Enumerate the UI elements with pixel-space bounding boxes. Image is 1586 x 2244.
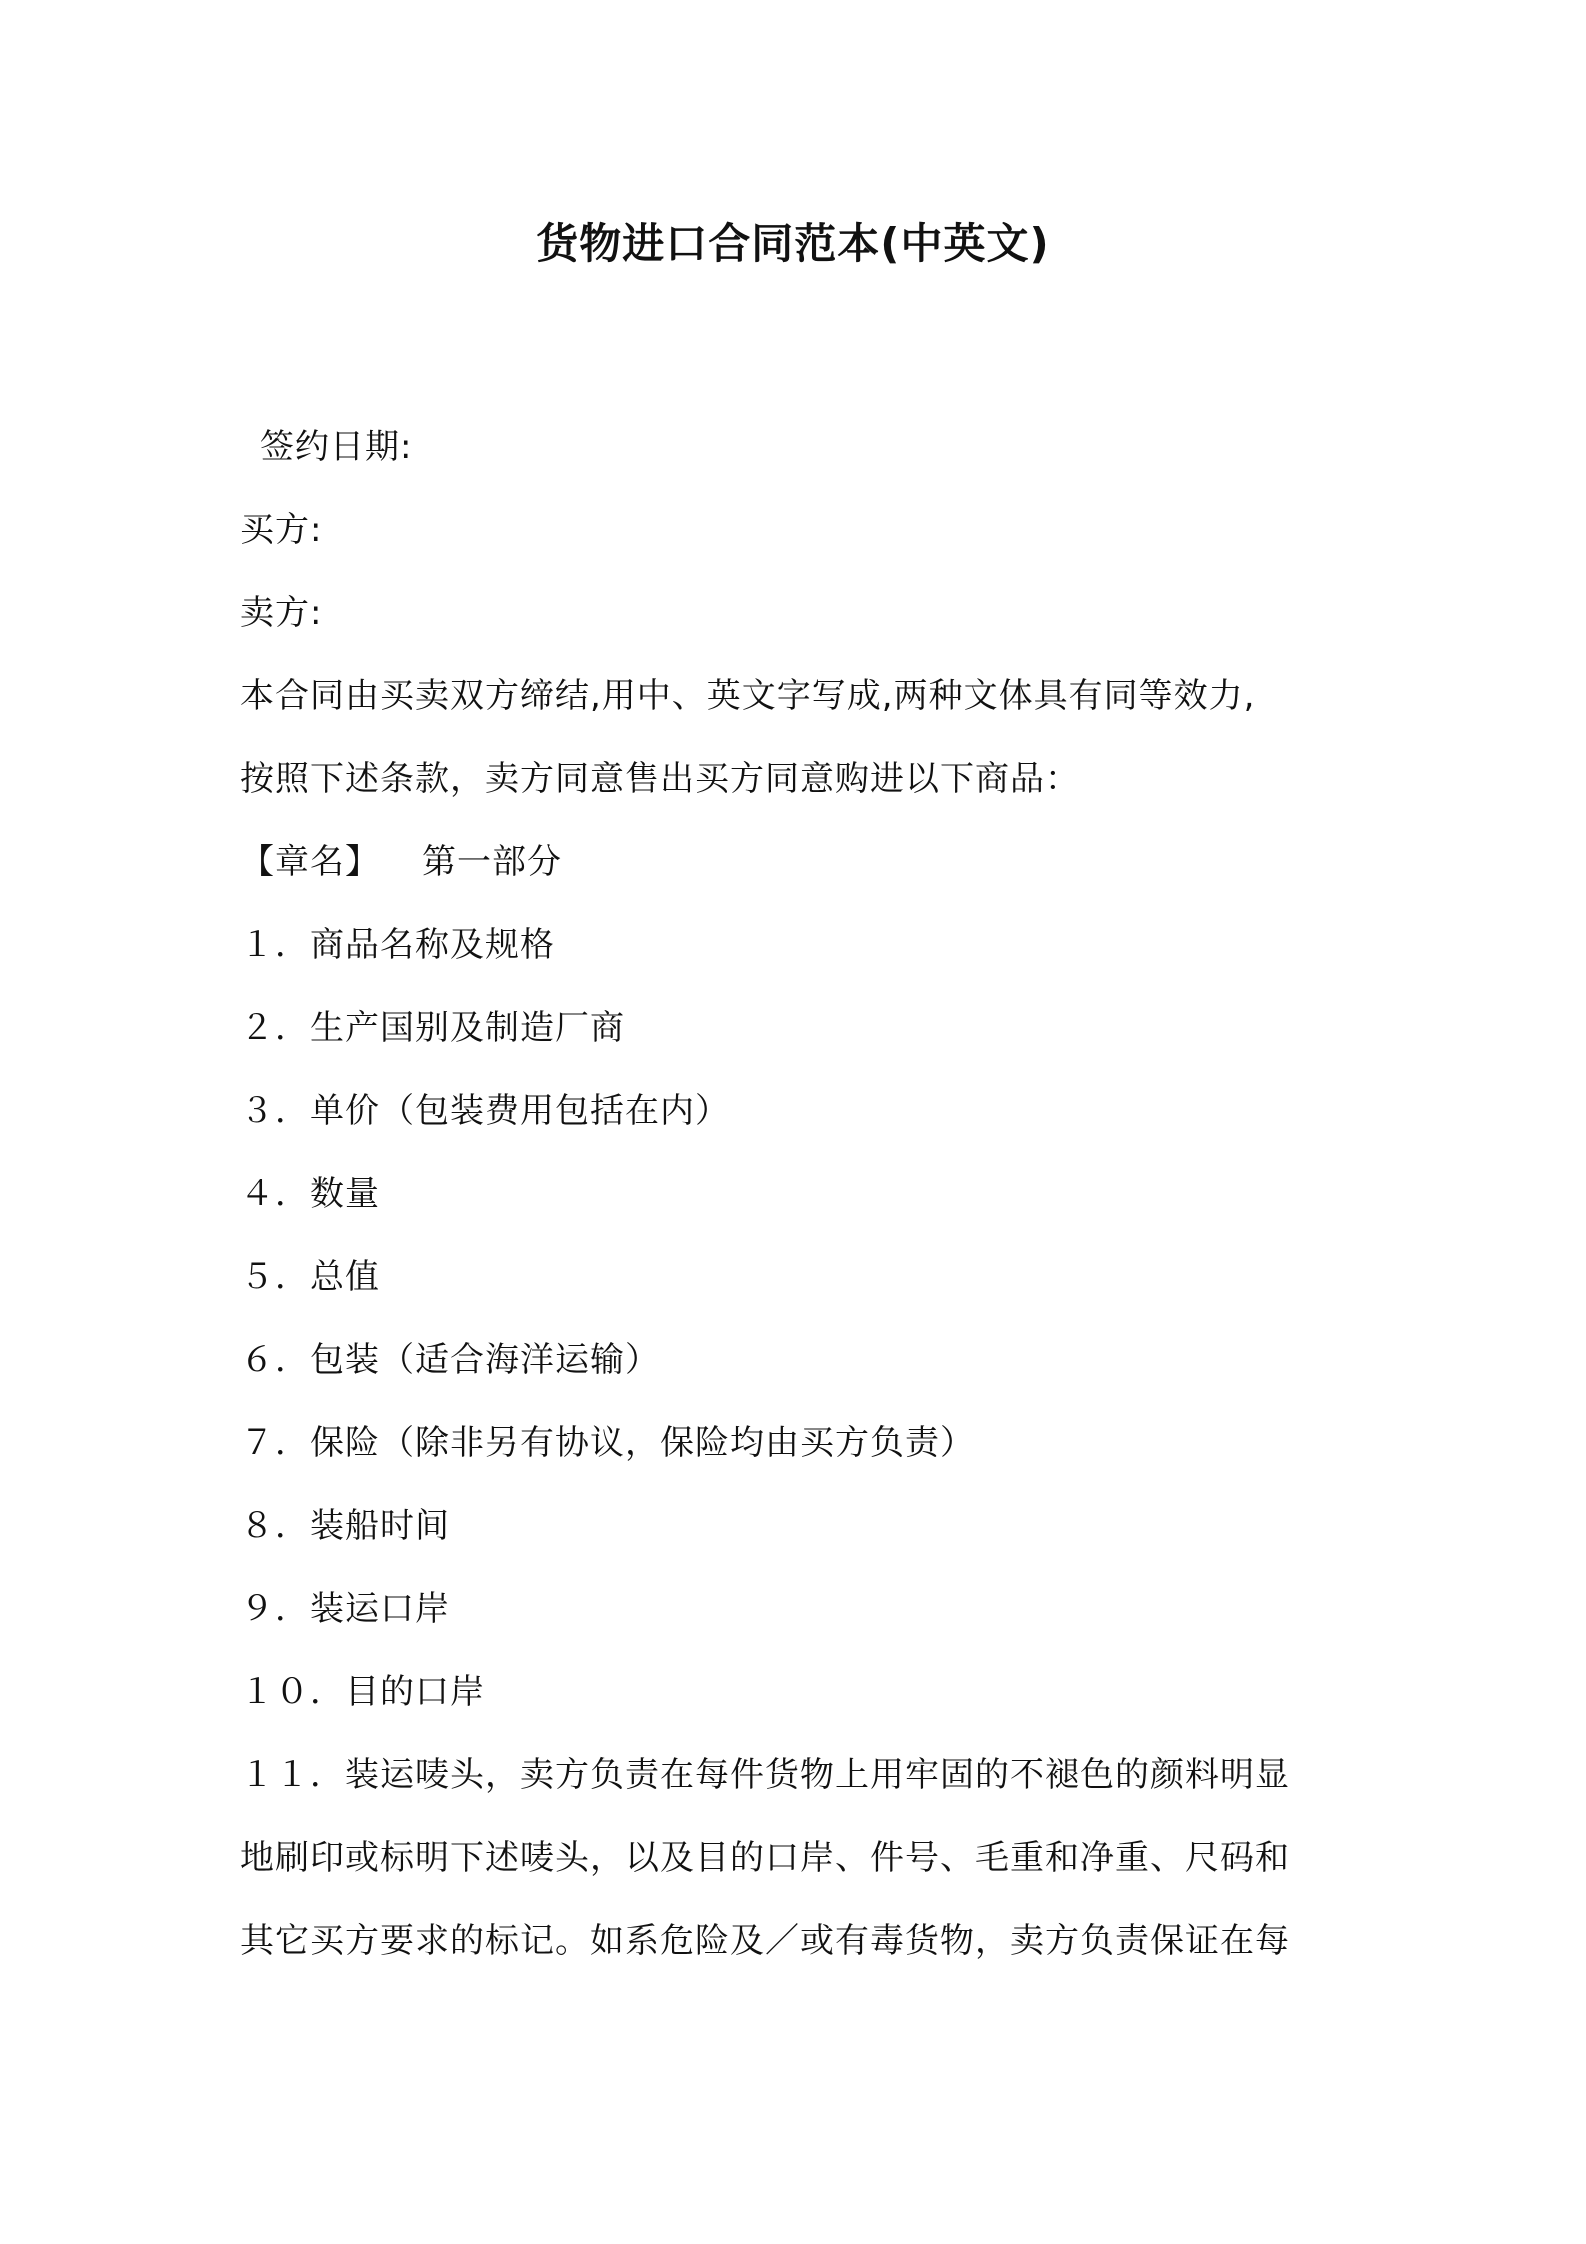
item-number: ９． <box>240 1589 310 1629</box>
item-text: 目的口岸 <box>345 1672 485 1712</box>
list-item <box>240 1070 1360 1153</box>
item-11-line-1 <box>240 1734 1360 1817</box>
intro-line-1: 本合同由买卖双方缔结,用中、英文字写成,两种文体具有同等效力, <box>240 676 1256 716</box>
list-item <box>240 1568 1360 1651</box>
item-text: 商品名称及规格 <box>310 925 555 965</box>
item-text: 装运口岸 <box>310 1589 450 1629</box>
item-number: ７． <box>240 1423 310 1463</box>
sign-date-field: 签约日期: <box>260 427 413 467</box>
item-11-line-3: 其它买方要求的标记。如系危险及／或有毒货物，卖方负责保证在每 <box>240 1921 1290 1961</box>
item-number: １． <box>240 925 310 965</box>
chapter-name: 第一部分 <box>422 842 562 882</box>
list-item <box>240 1319 1360 1402</box>
list-item <box>240 987 1360 1070</box>
item-text: 包装（适合海洋运输） <box>310 1340 660 1380</box>
list-item <box>240 1651 1360 1734</box>
document-body <box>240 406 1360 1983</box>
seller-field: 卖方: <box>240 593 323 633</box>
buyer-field: 买方: <box>240 510 323 550</box>
item-number: ５． <box>240 1257 310 1297</box>
item-number: ３． <box>240 1091 310 1131</box>
chapter-heading <box>240 821 1360 904</box>
item-text: 单价（包装费用包括在内） <box>310 1091 730 1131</box>
list-item <box>240 1402 1360 1485</box>
item-11-line-2: 地刷印或标明下述唛头，以及目的口岸、件号、毛重和净重、尺码和 <box>240 1838 1290 1878</box>
item-number: ８． <box>240 1506 310 1546</box>
list-item <box>240 1236 1360 1319</box>
item-text: 生产国别及制造厂商 <box>310 1008 625 1048</box>
item-number: １０． <box>240 1672 345 1712</box>
item-text: 保险（除非另有协议，保险均由买方负责） <box>310 1423 975 1463</box>
document-title: 货物进口合同范本(中英文) <box>536 219 1050 268</box>
list-item <box>240 1485 1360 1568</box>
list-item <box>240 904 1360 987</box>
list-item <box>240 1153 1360 1236</box>
item-number: ４． <box>240 1174 310 1214</box>
item-number: ６． <box>240 1340 310 1380</box>
item-number: ２． <box>240 1008 310 1048</box>
item-text: 总值 <box>310 1257 380 1297</box>
intro-line-2: 按照下述条款，卖方同意售出买方同意购进以下商品： <box>240 759 1080 799</box>
item-text: 装船时间 <box>310 1506 450 1546</box>
item-text: 数量 <box>310 1174 380 1214</box>
chapter-label: 【章名】 <box>240 842 380 882</box>
item-number: １１． <box>240 1755 345 1795</box>
item-text: 装运唛头，卖方负责在每件货物上用牢固的不褪色的颜料明显 <box>345 1755 1290 1795</box>
